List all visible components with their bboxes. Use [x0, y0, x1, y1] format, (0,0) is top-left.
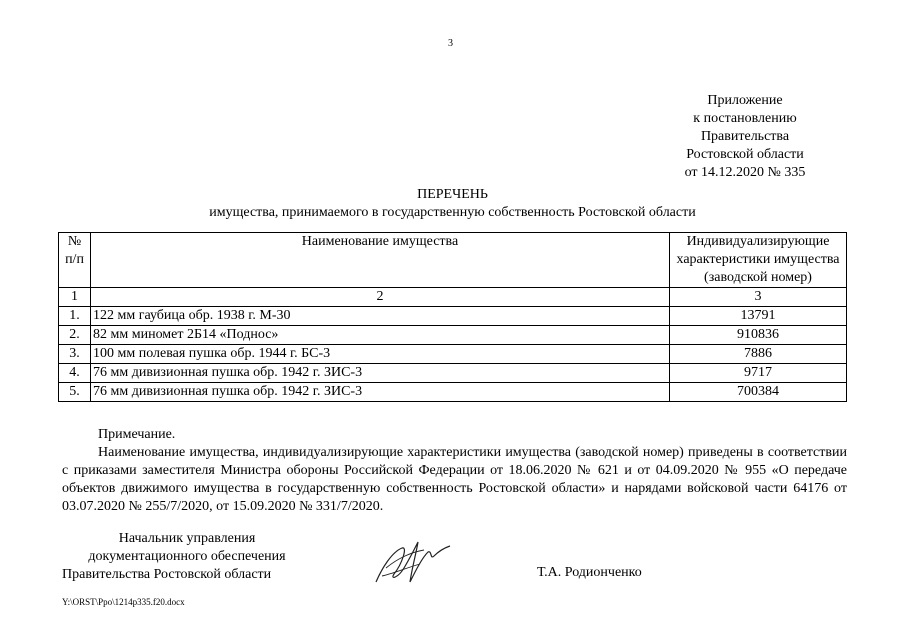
table-column-numbers-row	[59, 288, 847, 307]
row-serial: 13791	[670, 307, 847, 326]
appendix-line: от 14.12.2020 № 335	[684, 165, 806, 180]
appendix-line: Приложение	[707, 93, 783, 108]
signer-position-line: Правительства Ростовской области	[62, 567, 272, 582]
row-name: 76 мм дивизионная пушка обр. 1942 г. ЗИС-3	[91, 364, 670, 383]
note-title: Примечание.	[98, 427, 176, 442]
document-title	[0, 186, 905, 222]
handwritten-signature	[372, 538, 454, 588]
table-header-row	[59, 233, 847, 288]
row-num: 3.	[59, 345, 91, 364]
row-num: 2.	[59, 326, 91, 345]
row-num: 5.	[59, 383, 91, 402]
row-num: 1.	[59, 307, 91, 326]
row-serial: 7886	[670, 345, 847, 364]
row-serial: 910836	[670, 326, 847, 345]
property-table	[58, 232, 847, 402]
signer-position-line: Начальник управления	[118, 531, 256, 546]
table-row	[59, 364, 847, 383]
table-row	[59, 383, 847, 402]
title-heading: ПЕРЕЧЕНЬ	[417, 187, 488, 202]
column-number: 2	[91, 288, 670, 307]
row-name: 122 мм гаубица обр. 1938 г. М-30	[91, 307, 670, 326]
appendix-line: к постановлению	[693, 111, 797, 126]
table-row	[59, 326, 847, 345]
column-number: 3	[670, 288, 847, 307]
row-name: 82 мм миномет 2Б14 «Поднос»	[91, 326, 670, 345]
row-num: 4.	[59, 364, 91, 383]
note-text: Наименование имущества, индивидуализирующие характеристики имущества (заводской номер) приведены в соответствии с приказами заместителя Министра обороны Российской Федерации от 18.06.2020 № 621 и от 04.09.2020 № 955 «О передаче объектов движимого имущества в государственную собственность Ростовской области» и нарядами войсковой части 64176 от 03.07.2020 № 255/7/2020, от 15.09.2020 № 331/7/2020.	[62, 445, 847, 514]
row-name: 100 мм полевая пушка обр. 1944 г. БС-3	[91, 345, 670, 364]
table-row	[59, 345, 847, 364]
page-number: 3	[448, 38, 453, 49]
row-name: 76 мм дивизионная пушка обр. 1942 г. ЗИС-3	[91, 383, 670, 402]
header-num: № п/п	[59, 233, 91, 288]
title-subheading: имущества, принимаемого в государственную собственность Ростовской области	[209, 205, 696, 220]
note-block	[62, 426, 847, 516]
file-path: Y:\ORST\Ppo\1214p335.f20.docx	[62, 597, 185, 607]
column-number: 1	[59, 288, 91, 307]
appendix-block	[640, 92, 850, 182]
appendix-line: Правительства	[700, 129, 790, 144]
signer-position-line: документационного обеспечения	[88, 549, 286, 564]
header-serial: Индивидуализирующие характеристики имущества (заводской номер)	[670, 233, 847, 288]
header-name: Наименование имущества	[91, 233, 670, 288]
table-row	[59, 307, 847, 326]
appendix-line: Ростовской области	[686, 147, 804, 162]
row-serial: 9717	[670, 364, 847, 383]
signer-position	[62, 530, 312, 584]
signer-name: Т.А. Родионченко	[537, 565, 642, 580]
row-serial: 700384	[670, 383, 847, 402]
